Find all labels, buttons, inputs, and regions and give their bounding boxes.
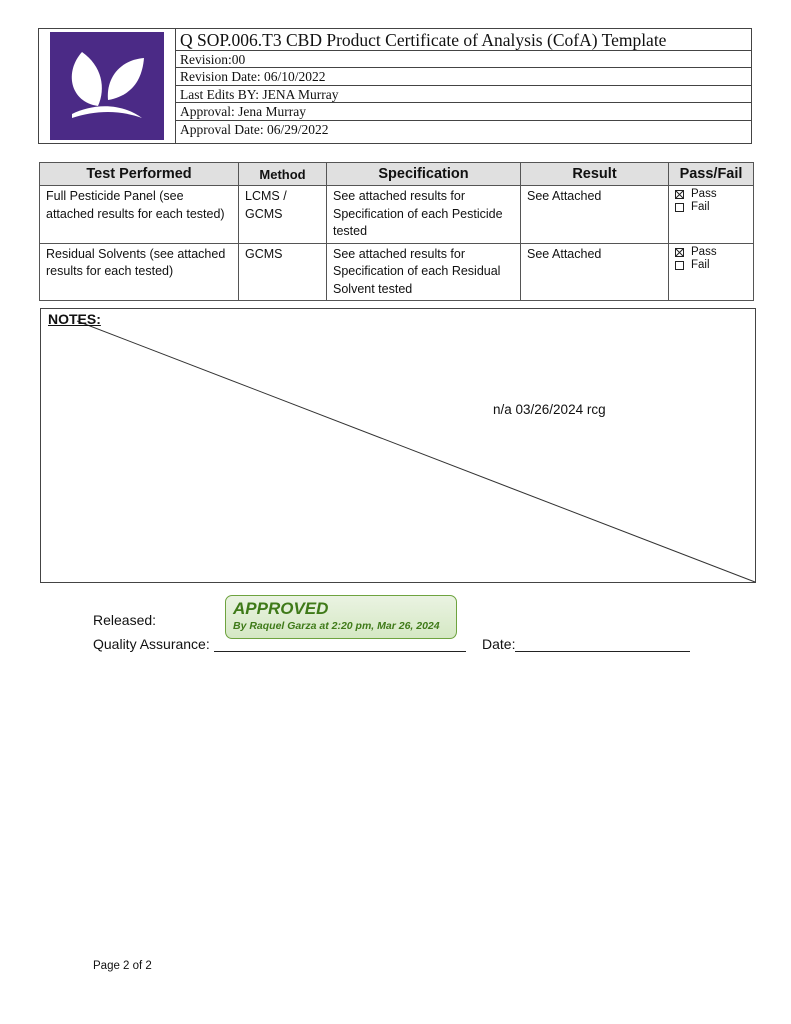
leaf-logo-icon — [62, 44, 152, 128]
pass-checkbox[interactable] — [675, 248, 684, 257]
quality-assurance-line — [93, 636, 466, 652]
fail-label: Fail — [691, 201, 710, 213]
pass-fail-cell — [669, 243, 754, 301]
qa-signature-field[interactable] — [214, 637, 466, 652]
approval-date-line: Approval Date: 06/29/2022 — [180, 121, 329, 137]
logo-cell — [39, 29, 176, 143]
date-line — [482, 636, 690, 652]
notes-annotation: n/a 03/26/2024 rcg — [493, 402, 606, 417]
table-row — [40, 243, 754, 301]
column-header-result: Result — [521, 163, 669, 186]
company-logo — [50, 32, 164, 140]
specification-cell: See attached results for Specification of each Pesticide tested — [327, 186, 521, 244]
test-cell: Residual Solvents (see attached results for each tested) — [40, 243, 239, 301]
column-header-pass-fail: Pass/Fail — [669, 163, 754, 186]
stamp-signature: By Raquel Garza at 2:20 pm, Mar 26, 2024 — [233, 620, 440, 632]
document-header — [38, 28, 752, 144]
qa-label: Quality Assurance: — [93, 636, 210, 652]
pass-checkbox-row[interactable] — [675, 246, 747, 259]
fail-checkbox[interactable] — [675, 261, 684, 270]
pass-label: Pass — [691, 245, 717, 258]
last-edits-line: Last Edits BY: JENA Murray — [176, 86, 751, 103]
revision-date-line: Revision Date: 06/10/2022 — [176, 68, 751, 85]
approved-stamp — [225, 595, 457, 639]
table-header-row — [40, 163, 754, 186]
pass-checkbox[interactable] — [675, 190, 684, 199]
fail-checkbox[interactable] — [675, 203, 684, 212]
header-lines — [176, 29, 751, 143]
pass-fail-cell — [669, 186, 754, 244]
pass-label: Pass — [691, 188, 717, 200]
stamp-title: APPROVED — [233, 599, 329, 618]
revision-line: Revision:00 — [176, 51, 751, 68]
specification-cell: See attached results for Specification of each Residual Solvent tested — [327, 243, 521, 301]
column-header-specification: Specification — [327, 163, 521, 186]
tests-table — [39, 162, 754, 301]
strike-through-line — [41, 309, 757, 584]
column-header-test: Test Performed — [40, 163, 239, 186]
table-row — [40, 186, 754, 244]
pass-checkbox-row[interactable] — [675, 188, 747, 201]
method-cell: LCMS / GCMS — [239, 186, 327, 244]
approval-line: Approval: Jena Murray — [176, 103, 751, 120]
test-cell: Full Pesticide Panel (see attached results for each tested) — [40, 186, 239, 244]
fail-label: Fail — [691, 258, 710, 271]
notes-box — [40, 308, 756, 583]
method-cell: GCMS — [239, 243, 327, 301]
result-cell: See Attached — [521, 186, 669, 244]
date-field[interactable] — [515, 637, 690, 652]
column-header-method: Method — [239, 163, 327, 186]
notes-label: NOTES: — [48, 311, 101, 327]
page-number: Page 2 of 2 — [93, 960, 152, 972]
result-cell: See Attached — [521, 243, 669, 301]
fail-checkbox-row[interactable] — [675, 201, 747, 214]
document-title: Q SOP.006.T3 CBD Product Certificate of Analysis (CofA) Template — [176, 29, 751, 51]
released-label: Released: — [93, 612, 157, 628]
fail-checkbox-row[interactable] — [675, 259, 747, 272]
date-label: Date: — [482, 636, 516, 652]
